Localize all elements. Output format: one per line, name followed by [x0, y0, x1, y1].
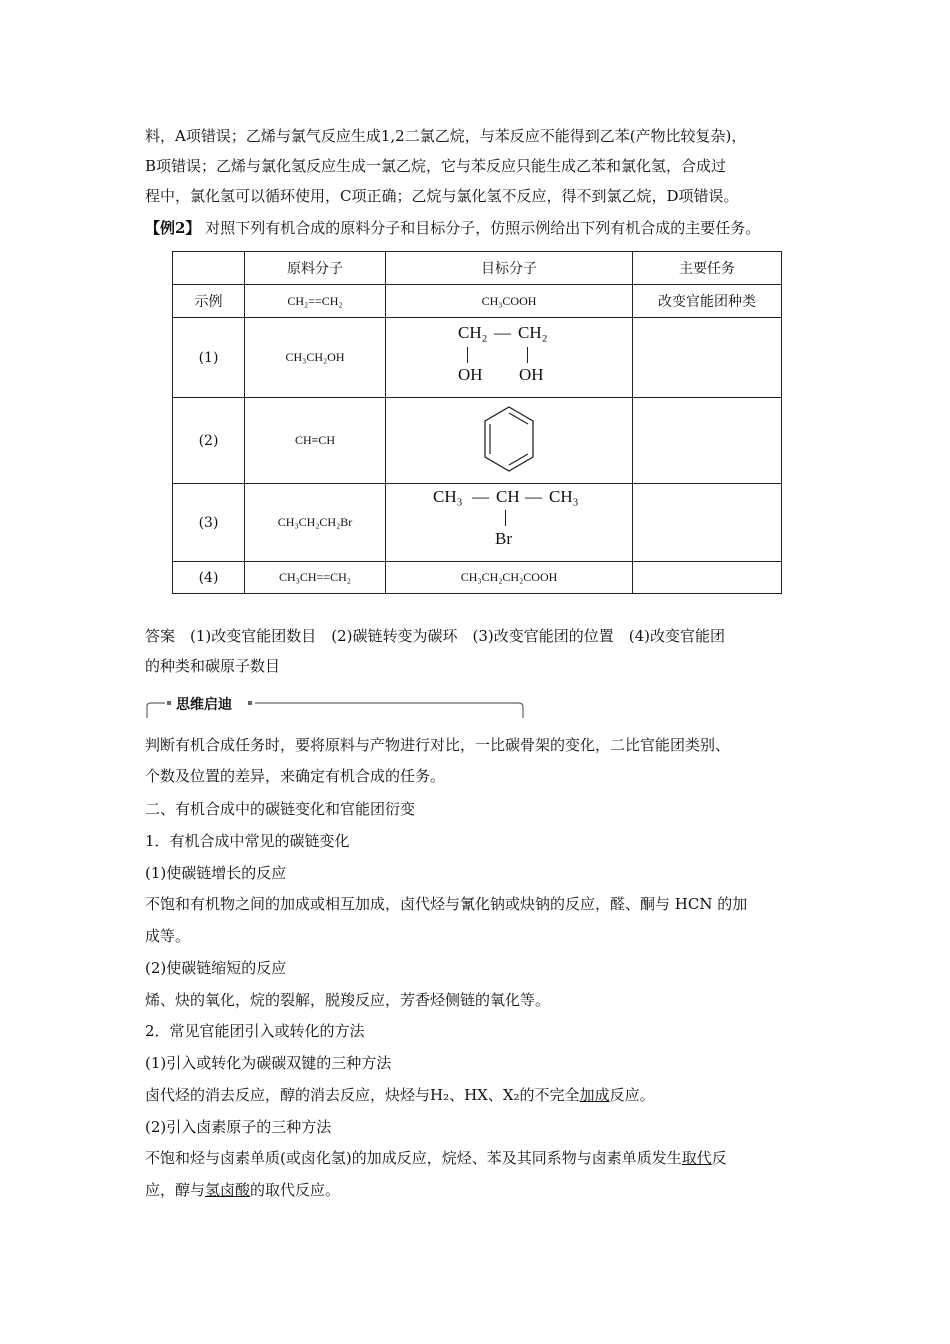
item-heading: (2)引入卤素原子的三种方法: [145, 1118, 332, 1136]
header-cell: [173, 252, 245, 285]
text-line: 料，A项错误；乙烯与氯气反应生成1,2二氯乙烷，与苯反应不能得到乙苯(产物比较复杂)，: [145, 127, 747, 145]
task-cell: [633, 398, 782, 484]
text-line: 烯、炔的氧化，烷的裂解，脱羧反应，芳香烃侧链的氧化等。: [145, 991, 551, 1009]
text-line: 成等。: [145, 927, 191, 945]
header-cell: 目标分子: [386, 252, 633, 285]
target-molecule: [386, 484, 633, 562]
raw-molecule: CH₂==CH₂: [245, 285, 386, 318]
bond: [527, 347, 528, 363]
text-line: B项错误；乙烯与氯化氢反应生成一氯乙烷，它与苯反应只能生成乙苯和氯化氢，合成过: [145, 157, 727, 175]
text-line: 的种类和碳原子数目: [145, 657, 281, 675]
table-row: [173, 562, 782, 594]
task-cell: [633, 318, 782, 398]
text-line: 不饱和有机物之间的加成或相互加成，卤代烃与氰化钠或炔钠的反应，醛、酮与 HCN 的加: [145, 895, 748, 913]
target-molecule: [386, 318, 633, 398]
ethylene-glycol-structure: CH₂ — CH₂ OH OH: [458, 322, 548, 384]
item-heading: (1)使碳链增长的反应: [145, 864, 287, 882]
blank-answer: 取代: [681, 1149, 712, 1167]
synthesis-table: [172, 251, 782, 594]
blank-answer: 氢卤酸: [205, 1181, 251, 1199]
raw-molecule: CH≡CH: [245, 398, 386, 484]
header-cell: 主要任务: [633, 252, 782, 285]
table-row: [173, 398, 782, 484]
benzene-ring-icon: [479, 401, 539, 477]
table-row: [173, 318, 782, 398]
subsection-heading: 1．有机合成中常见的碳链变化: [145, 832, 350, 850]
row-label: 示例: [173, 285, 245, 318]
example-2-prompt: [145, 218, 825, 238]
text-line: 不饱和烃与卤素单质(或卤化氢)的加成反应，烷烃、苯及其同系物与卤素单质发生取代反: [145, 1149, 727, 1167]
subsection-heading: 2．常见官能团引入或转化的方法: [145, 1022, 365, 1040]
raw-molecule: CH₃CH₂OH: [245, 318, 386, 398]
thinking-title: 思维启迪: [176, 697, 232, 713]
text-line: 个数及位置的差异，来确定有机合成的任务。: [145, 767, 446, 785]
text-line: 卤代烃的消去反应，醇的消去反应，炔烃与H₂、HX、X₂的不完全加成反应。: [145, 1086, 655, 1104]
row-label: (4): [173, 562, 245, 594]
2-bromopropane-structure: CH₃ — CH — CH₃ Br: [433, 486, 579, 548]
text-line: 应，醇与氢卤酸的取代反应。: [145, 1181, 341, 1199]
text-line: 程中，氯化氢可以循环使用，C项正确；乙烷与氯化氢不反应，得不到氯乙烷，D项错误。: [145, 187, 739, 205]
target-molecule: CH₃CH₂CH₂COOH: [386, 562, 633, 594]
table-header-row: [173, 252, 782, 285]
table-row: [173, 285, 782, 318]
row-label: (3): [173, 484, 245, 562]
item-heading: (1)引入或转化为碳碳双键的三种方法: [145, 1054, 392, 1072]
bond: [505, 510, 506, 526]
bond: [467, 347, 468, 363]
raw-molecule: CH₃CH₂CH₂Br: [245, 484, 386, 562]
header-cell: 原料分子: [245, 252, 386, 285]
text-line: 判断有机合成任务时，要将原料与产物进行对比，一比碳骨架的变化，二比官能团类别、: [145, 736, 731, 754]
table-row: [173, 484, 782, 562]
example-text: 对照下列有机合成的原料分子和目标分子，仿照示例给出下列有机合成的主要任务。: [200, 219, 761, 237]
task-cell: [633, 562, 782, 594]
blank-answer: 加成: [579, 1086, 610, 1104]
task-cell: [633, 484, 782, 562]
item-heading: (2)使碳链缩短的反应: [145, 959, 287, 977]
thinking-header: [145, 694, 525, 720]
section-heading: 二、有机合成中的碳链变化和官能团衍变: [145, 800, 416, 818]
row-label: (2): [173, 398, 245, 484]
text-line: 答案 (1)改变官能团数目 (2)碳链转变为碳环 (3)改变官能团的位置 (4)改变官能团: [145, 627, 725, 645]
raw-molecule: CH₃CH==CH₂: [245, 562, 386, 594]
target-molecule: CH₃COOH: [386, 285, 633, 318]
task-cell: 改变官能团种类: [633, 285, 782, 318]
target-molecule: [386, 398, 633, 484]
example-tag: 【例2】: [145, 219, 201, 237]
row-label: (1): [173, 318, 245, 398]
